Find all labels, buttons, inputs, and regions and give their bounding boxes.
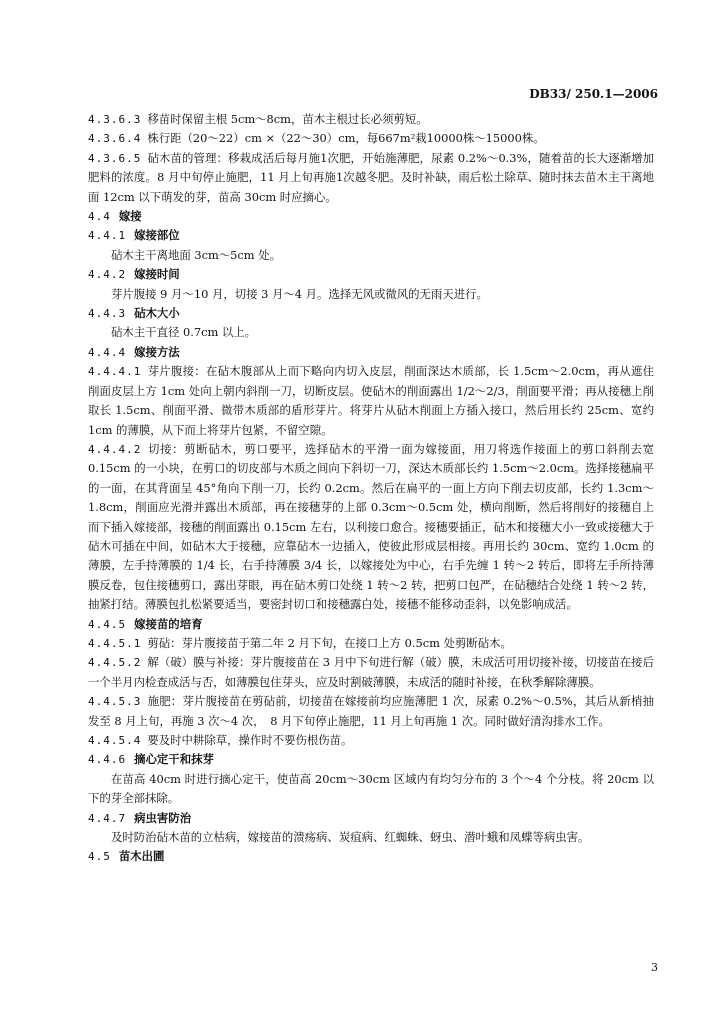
paragraph (88, 692, 654, 731)
clause-number: 4.4.5.4 (88, 734, 142, 747)
document-body (88, 110, 654, 867)
section-body: 及时防治砧木苗的立枯病，嫁接苗的溃疡病、炭疽病、红蜘蛛、蚜虫、潜叶蛾和凤蝶等病虫害。 (111, 830, 590, 845)
section-title: 嫁接部位 (134, 228, 180, 243)
section-body: 砧木主干离地面 3cm～5cm 处。 (111, 247, 282, 262)
clause-number: 4.3.6.4 (88, 132, 142, 146)
clause-text: 移苗时保留主根 5cm～8cm，苗木主根过长必须剪短。 (147, 112, 428, 126)
clause-text: 切接：剪断砧木，剪口要平，选择砧木的平滑一面为嫁接面，用刀将选作接面上的剪口斜削去宽 0.15cm 的一小块，在剪口的切皮部与木质之间向下斜切一刀，深达木质部长约 1.5cm～2.0cm。选择接穗扁平的一面，在其背面呈 45°角向下削一刀，长约 0.2cm。然后在扁平的一面上方向下削去切皮部，长约 1.3cm～1.8cm，削面应光滑并露出木质部，再在接穗芽的上部 0.3cm～0.5cm 处，横向削断，然后将削好的接穗自上而下插入嫁接部，接穗的削面露出 0.15cm 左右，以利接口愈合。接穗要插正，砧木和接穗大小一致或接穗大于砧木可插在中间，如砧木大于接穗，应靠砧木一边插入，使彼此形成层相接。再用长约 30cm、宽约 1.0cm 的薄膜，左手持薄膜的 1/4 长，右手持薄膜 3/4 长，以嫁接处为中心，右手先缠 1 转～2 转后，即将左手所持薄膜反卷，包住接穗剪口，露出芽眼，再在砧木剪口处绕 1 转～2 转，把剪口包严，在砧穗结合处绕 1 转～2 转，抽紧打结。薄膜包扎松紧要适当，要密封切口和接穗露白处，接穗不能移动歪斜，以免影响成活。 (88, 441, 654, 612)
page-number: 3 (651, 961, 658, 974)
section-body: 在苗高 40cm 时进行摘心定干，使苗高 20cm～30cm 区域内有均匀分布的 3 个～4 个分枝。将 20cm 以下的芽全部抹除。 (88, 771, 654, 806)
section-heading (88, 343, 654, 362)
section-title: 嫁接 (118, 209, 142, 224)
section-body: 砧木主干直径 0.7cm 以上。 (111, 325, 257, 340)
paragraph (88, 110, 654, 129)
paragraph (88, 129, 654, 148)
section-heading (88, 304, 654, 323)
paragraph (88, 149, 654, 207)
section-title: 嫁接时间 (134, 267, 180, 282)
section-heading (88, 750, 654, 769)
section-title: 苗木出圃 (118, 849, 165, 864)
clause-text: 芽片腹接：在砧木腹部从上而下略向内切入皮层，削面深达木质部，长 1.5cm～2.0cm，再从遮住削面皮层上方 1cm 处向上朝内斜削一刀，切断皮层。使砧木的削面露出 1/2～2/3，削面要平滑；再从接穗上削取长 1.5cm、削面平滑、微带木质部的盾形芽片。将芽片从砧木削面上方插入接口，然后用长约 25cm、宽约 1cm 的薄膜，从下而上将芽片包紧，不留空隙。 (88, 364, 654, 437)
section-heading (88, 615, 654, 634)
section-number: 4.4.4 (88, 345, 127, 359)
clause-number: 4.4.4.1 (88, 365, 142, 379)
section-title: 嫁接苗的培育 (134, 616, 203, 631)
clause-text: 砧木苗的管理：移栽成活后每月施1次肥，开始施薄肥，尿素 0.2%～0.3%，随着苗的长大逐渐增加肥料的浓度。8 月中旬停止施肥，11 月上旬再施1次越冬肥。及时补缺，雨后松土除草、随时抹去苗木主干离地面 12cm 以下萌发的芽，苗高 30cm 时应摘心。 (88, 150, 654, 204)
section-number: 4.4.7 (88, 811, 127, 825)
section-number: 4.4.5 (88, 617, 127, 631)
paragraph (88, 362, 654, 440)
clause-text: 株行距（20～22）cm ×（22～30）cm，每667m²栽10000株～15000株。 (147, 131, 545, 146)
clause-text: 施肥：芽片腹接苗在剪砧前，切接苗在嫁接前均应施薄肥 1 次，尿素 0.2%～0.5%，其后从新梢抽发至 8 月上旬，再施 3 次～4 次， 8 月下旬停止施肥，11 月上旬再施 1 次。同时做好清沟排水工作。 (88, 694, 654, 728)
section-heading (88, 809, 654, 828)
clause-number: 4.4.4.2 (88, 442, 142, 456)
section-title: 砧木大小 (134, 306, 180, 321)
section-body: 芽片腹接 9 月～10 月，切接 3 月～4 月。选择无风或微风的无雨天进行。 (111, 286, 488, 301)
section-number: 4.4.1 (88, 229, 127, 243)
paragraph (88, 653, 654, 692)
paragraph (88, 634, 654, 653)
section-number: 4.5 (88, 850, 111, 864)
clause-number: 4.4.5.2 (88, 656, 142, 670)
clause-number: 4.4.5.1 (88, 636, 142, 650)
document-code: DB33/ 250.1—2006 (529, 87, 658, 101)
section-heading (88, 265, 654, 284)
section-title: 嫁接方法 (134, 344, 180, 359)
section-number: 4.4.6 (88, 753, 127, 767)
section-number: 4.4 (88, 210, 111, 224)
paragraph (88, 440, 654, 615)
paragraph (88, 731, 654, 750)
section-number: 4.4.3 (88, 307, 127, 321)
section-heading (88, 847, 654, 866)
section-heading (88, 207, 654, 226)
clause-number: 4.3.6.3 (88, 113, 142, 126)
section-title: 摘心定干和抹芽 (134, 752, 214, 767)
clause-text: 解（破）膜与补接：芽片腹接苗在 3 月中下旬进行解（破）膜，未成活可用切接补接，切接苗在接后一个半月内检查成活与否，如薄膜包住芽头，应及时割破薄膜，未成活的随时补接，在秋季解除薄膜。 (88, 655, 654, 689)
clause-number: 4.3.6.5 (88, 151, 142, 165)
section-number: 4.4.2 (88, 268, 127, 282)
section-heading (88, 226, 654, 245)
section-title: 病虫害防治 (134, 810, 192, 825)
clause-text: 要及时中耕除草，操作时不要伤根伤苗。 (147, 733, 353, 747)
clause-text: 剪砧：芽片腹接苗于第二年 2 月下旬，在接口上方 0.5cm 处剪断砧木。 (147, 635, 512, 650)
clause-number: 4.4.5.3 (88, 695, 142, 709)
